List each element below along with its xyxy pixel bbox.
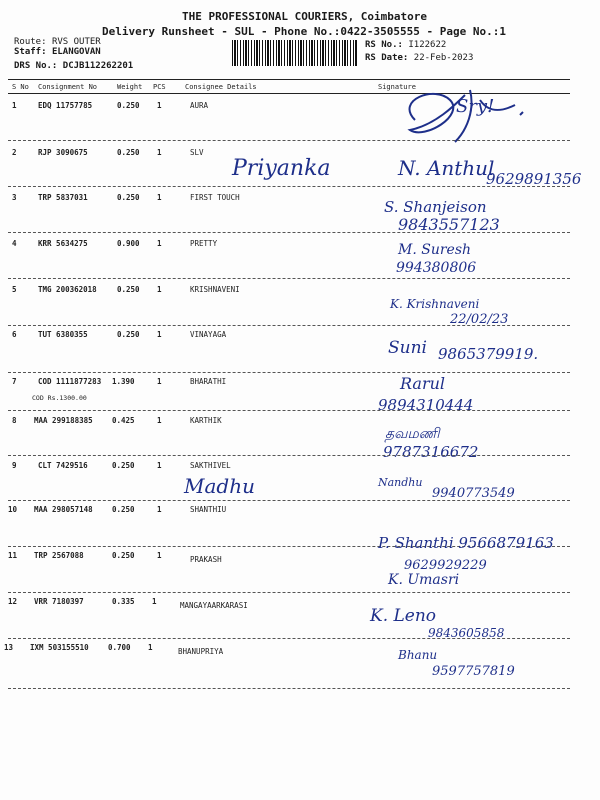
rs-no-label: RS No.: bbox=[365, 40, 403, 50]
col-weight: Weight bbox=[117, 83, 143, 91]
row-sno: 11 bbox=[8, 551, 18, 560]
signature-text: Rarul bbox=[400, 374, 446, 393]
row-consignment: COD 1111877283 bbox=[38, 377, 102, 386]
row-divider bbox=[8, 500, 570, 501]
staff-value: ELANGOVAN bbox=[51, 47, 101, 57]
signature-text: K. Krishnaveni bbox=[390, 297, 480, 311]
rs-date-info bbox=[365, 53, 473, 63]
rs-date-value: 22-Feb-2023 bbox=[413, 53, 474, 63]
handwritten-phone: 9597757819 bbox=[432, 664, 515, 679]
row-sno: 9 bbox=[12, 461, 17, 470]
barcode bbox=[232, 40, 357, 66]
row-weight: 0.250 bbox=[117, 148, 140, 157]
row-consignment: MAA 299188385 bbox=[34, 416, 93, 425]
row-consignee: SLV bbox=[190, 148, 204, 157]
row-pcs: 1 bbox=[157, 461, 162, 470]
row-divider bbox=[8, 186, 570, 187]
page-title: THE PROFESSIONAL COURIERS, Coimbatore bbox=[182, 10, 428, 23]
row-divider bbox=[8, 410, 570, 411]
row-consignee: SAKTHIVEL bbox=[190, 461, 231, 470]
handwritten-phone: 9894310444 bbox=[378, 396, 474, 414]
signature-text: Nandhu bbox=[378, 476, 423, 489]
row-sno: 12 bbox=[8, 597, 18, 606]
row-pcs: 1 bbox=[148, 643, 153, 652]
handwritten-date: 22/02/23 bbox=[450, 312, 509, 327]
row-sno: 7 bbox=[12, 377, 17, 386]
row-divider bbox=[8, 455, 570, 456]
row-weight: 0.250 bbox=[117, 330, 140, 339]
row-divider bbox=[8, 638, 570, 639]
col-sno: S No bbox=[12, 83, 29, 91]
row-weight: 0.250 bbox=[112, 461, 135, 470]
handwritten-phone: 9787316672 bbox=[383, 443, 479, 461]
row-consignment: IXM 503155510 bbox=[30, 643, 89, 652]
signature-text: N. Anthul bbox=[398, 156, 495, 180]
row-pcs: 1 bbox=[157, 416, 162, 425]
handwritten-phone: 9629929229 bbox=[404, 558, 487, 573]
row-consignment: CLT 7429516 bbox=[38, 461, 88, 470]
row-consignment: EDQ 11757785 bbox=[38, 101, 93, 110]
handwritten-name: Madhu bbox=[184, 474, 255, 498]
row-weight: 0.250 bbox=[117, 193, 140, 202]
row-weight: 0.425 bbox=[112, 416, 135, 425]
route-info bbox=[14, 37, 101, 47]
route-label: Route: bbox=[14, 37, 47, 47]
row-consignment: TMG 200362018 bbox=[38, 285, 97, 294]
row-consignment: TUT 6380355 bbox=[38, 330, 88, 339]
row-weight: 0.335 bbox=[112, 597, 135, 606]
row-weight: 1.390 bbox=[112, 377, 135, 386]
signature-text: K. Leno bbox=[370, 606, 437, 626]
row-divider bbox=[8, 372, 570, 373]
signature-text: Suni bbox=[388, 338, 427, 358]
page-subtitle: Delivery Runsheet - SUL - Phone No.:0422-3505555 - Page No.:1 bbox=[102, 25, 506, 38]
row-pcs: 1 bbox=[157, 330, 162, 339]
row-sno: 10 bbox=[8, 505, 18, 514]
row-weight: 0.250 bbox=[117, 285, 140, 294]
row-consignee: KRISHNAVENI bbox=[190, 285, 240, 294]
handwritten-phone: 9865379919. bbox=[438, 345, 539, 363]
row-sno: 4 bbox=[12, 239, 17, 248]
col-consignment: Consignment No bbox=[38, 83, 98, 91]
row-pcs: 1 bbox=[157, 505, 162, 514]
row-pcs: 1 bbox=[157, 551, 162, 560]
drs-label: DRS No.: bbox=[14, 61, 58, 71]
row-divider bbox=[8, 325, 570, 326]
row-sno: 1 bbox=[12, 101, 17, 110]
row-sno: 13 bbox=[4, 643, 14, 652]
drs-value: DCJB112262201 bbox=[62, 61, 134, 71]
row-divider bbox=[8, 688, 570, 689]
row-weight: 0.250 bbox=[112, 505, 135, 514]
rs-date-label: RS Date: bbox=[365, 53, 409, 63]
handwritten-phone: 994380806 bbox=[396, 260, 477, 276]
staff-info bbox=[14, 47, 101, 57]
signature-text: Sry! bbox=[456, 96, 495, 117]
staff-label: Staff: bbox=[14, 47, 47, 57]
handwritten-name: K. Umasri bbox=[388, 572, 460, 588]
row-consignee: KARTHIK bbox=[190, 416, 222, 425]
rs-no-info bbox=[365, 40, 446, 50]
row-divider bbox=[8, 232, 570, 233]
row-consignee: BHARATHI bbox=[190, 377, 227, 386]
row-consignment: KRR 5634275 bbox=[38, 239, 88, 248]
row-consignee: PRAKASH bbox=[190, 555, 222, 564]
row-consignment: RJP 3090675 bbox=[38, 148, 88, 157]
handwritten-phone: 9629891356 bbox=[486, 170, 582, 188]
drs-info bbox=[14, 61, 133, 71]
row-consignment: MAA 298057148 bbox=[34, 505, 93, 514]
row-divider bbox=[8, 278, 570, 279]
row-consignment: VRR 7180397 bbox=[34, 597, 84, 606]
row-weight: 0.250 bbox=[112, 551, 135, 560]
row-pcs: 1 bbox=[157, 239, 162, 248]
signature-text: Bhanu bbox=[398, 648, 438, 662]
row-consignment: TRP 5837031 bbox=[38, 193, 88, 202]
row-pcs: 1 bbox=[157, 285, 162, 294]
col-consignee: Consignee Details bbox=[185, 83, 257, 91]
signature-text: தவமணி bbox=[385, 426, 440, 442]
row-consignee: AURA bbox=[190, 101, 209, 110]
row-sno: 5 bbox=[12, 285, 17, 294]
signature-text: S. Shanjeison bbox=[384, 198, 487, 216]
row-weight: 0.700 bbox=[108, 643, 131, 652]
col-signature: Signature bbox=[378, 83, 416, 91]
col-pcs: PCS bbox=[153, 83, 166, 91]
row-sno: 3 bbox=[12, 193, 17, 202]
row-consignee: SHANTHIU bbox=[190, 505, 227, 514]
row-pcs: 1 bbox=[157, 101, 162, 110]
row-consignee: VINAYAGA bbox=[190, 330, 227, 339]
row-consignee: FIRST TOUCH bbox=[190, 193, 240, 202]
row-consignee: PRETTY bbox=[190, 239, 218, 248]
row-sno: 2 bbox=[12, 148, 17, 157]
row-weight: 0.900 bbox=[117, 239, 140, 248]
row-consignee: MANGAYAARKARASI bbox=[180, 601, 248, 610]
handwritten-name: Priyanka bbox=[232, 156, 331, 181]
signature-text: P. Shanthi 9566879163 bbox=[378, 534, 554, 552]
rs-no-value: I122622 bbox=[408, 40, 447, 50]
row-pcs: 1 bbox=[157, 193, 162, 202]
row-consignment: TRP 2567088 bbox=[34, 551, 84, 560]
handwritten-phone: 9843605858 bbox=[428, 626, 505, 640]
route-value: RVS OUTER bbox=[51, 37, 101, 47]
row-sno: 8 bbox=[12, 416, 17, 425]
row-pcs: 1 bbox=[152, 597, 157, 606]
row-divider bbox=[8, 140, 570, 141]
row-sno: 6 bbox=[12, 330, 17, 339]
row-weight: 0.250 bbox=[117, 101, 140, 110]
row-pcs: 1 bbox=[157, 148, 162, 157]
row-consignee: BHANUPRIYA bbox=[178, 647, 224, 656]
cod-amount: COD Rs.1300.00 bbox=[32, 394, 87, 402]
row-divider bbox=[8, 592, 570, 593]
row-pcs: 1 bbox=[157, 377, 162, 386]
signature-text: M. Suresh bbox=[398, 242, 472, 258]
handwritten-phone: 9843557123 bbox=[398, 215, 500, 234]
handwritten-phone: 9940773549 bbox=[432, 486, 515, 501]
